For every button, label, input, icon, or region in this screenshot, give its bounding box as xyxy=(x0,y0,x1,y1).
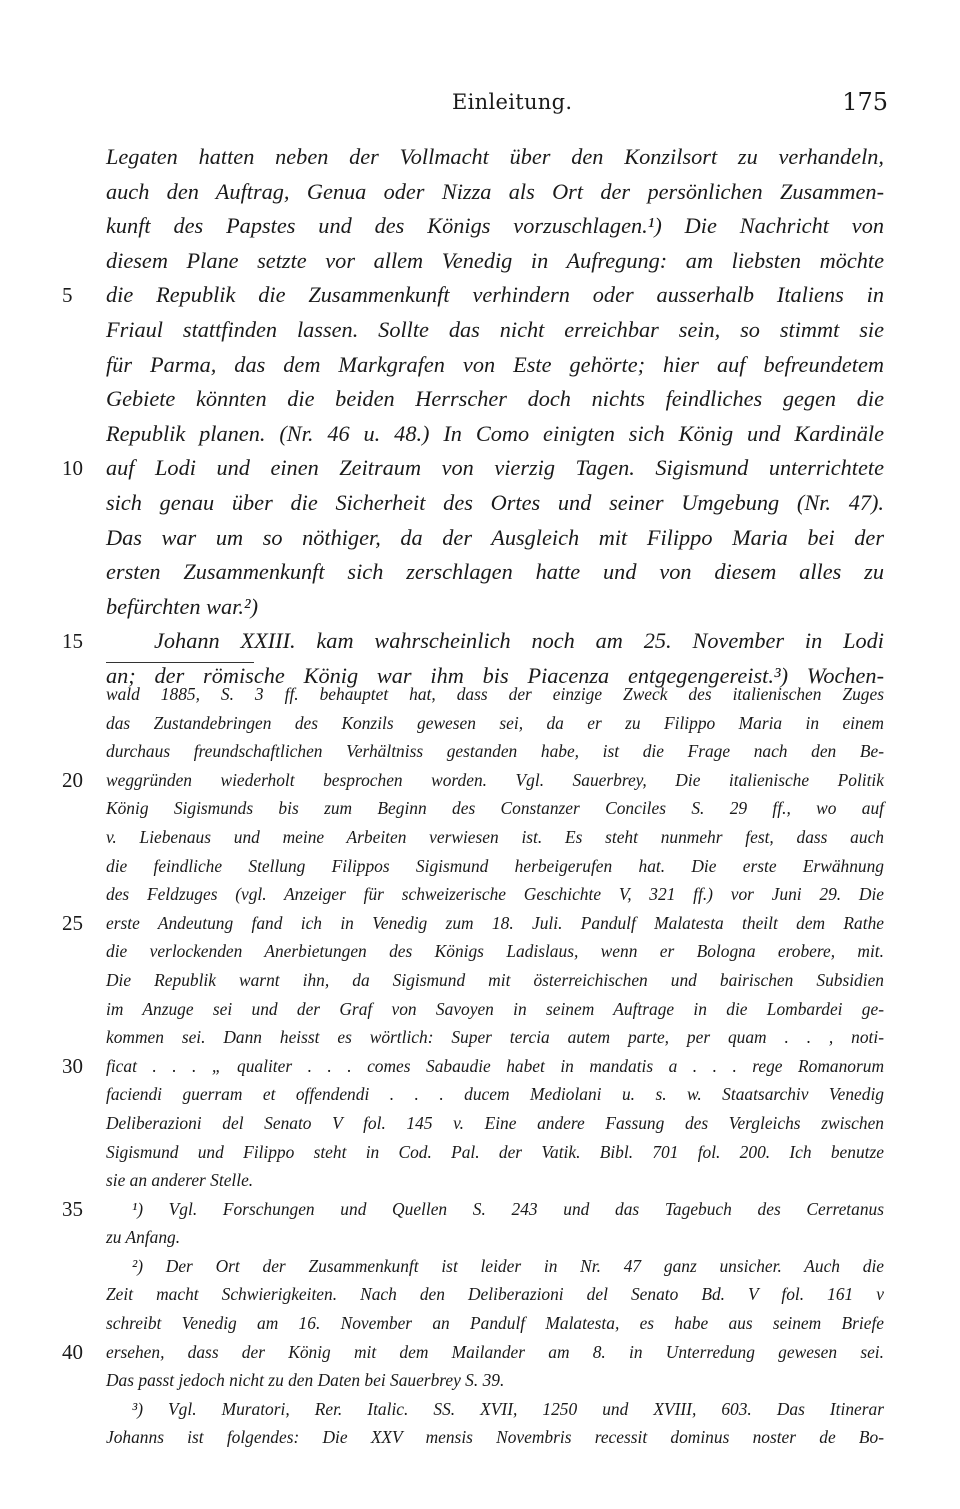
line-number: 5 xyxy=(62,283,73,308)
footnote-separator xyxy=(106,662,254,663)
footnote-line: König Sigismunds bis zum Beginn des Constanzer Conciles S. 29 ff., wo auf xyxy=(106,798,884,819)
text-line: Gebiete könnten die beiden Herrscher doch nichts feindliches gegen die xyxy=(106,386,884,412)
text-line: diesem Plane setzte vor allem Venedig in Aufregung: am liebsten möchte xyxy=(106,247,884,273)
footnote-line: Die Republik warnt ihn, da Sigismund mit österreichischen und bairischen Subsidien xyxy=(106,969,884,990)
line-number: 15 xyxy=(62,629,83,654)
footnote-line: das Zustandebringen des Konzils gewesen sei, da er zu Filippo Maria in einem xyxy=(106,712,884,733)
text-line: sich genau über die Sicherheit des Ortes und seiner Umgebung (Nr. 47). xyxy=(106,489,884,515)
page-number: 175 xyxy=(842,88,888,116)
line-number: 40 xyxy=(62,1339,83,1364)
text-line: auf Lodi und einen Zeitraum von vierzig Tagen. Sigismund unterrichtete xyxy=(106,455,884,481)
line-number: 10 xyxy=(62,456,83,481)
footnote-line: faciendi guerram et offendendi . . . ducem Mediolani u. s. w. Staatsarchiv Venedig xyxy=(106,1084,884,1105)
footnote-line: durchaus freundschaftlichen Verhältniss gestanden habe, ist die Frage nach den Be- xyxy=(106,741,884,762)
text-line: befürchten war.²) xyxy=(106,593,259,619)
footnote-line: ersehen, dass der König mit dem Mailander am 8. in Unterredung gewesen sei. xyxy=(106,1341,884,1362)
footnote-line-group xyxy=(62,766,884,795)
text-line: Friaul stattfinden lassen. Sollte das nicht erreichbar sein, so stimmt sie xyxy=(106,316,884,342)
text-line-group xyxy=(62,278,884,313)
footnote-line: des Feldzuges (vgl. Anzeiger für schweizerische Geschichte V, 321 ff.) vor Juni 29. Die xyxy=(106,884,884,905)
text-line: Legaten hatten neben der Vollmacht über den Konzilsort zu verhandeln, xyxy=(106,144,884,169)
text-line: kunft des Papstes und des Königs vorzuschlagen.¹) Die Nachricht von xyxy=(106,213,884,239)
footnote-line-group xyxy=(62,1195,884,1224)
footnote-line: die verlockenden Anerbietungen des Königs Ladislaus, wenn er Bologna erobere, mit. xyxy=(106,941,884,962)
footnote-line-group xyxy=(62,909,884,938)
text-line: ersten Zusammenkunft sich zerschlagen hatte und von diesem alles zu xyxy=(106,559,884,585)
footnote-line: ¹) Vgl. Forschungen und Quellen S. 243 und das Tagebuch des Cerretanus xyxy=(132,1198,884,1219)
text-line: für Parma, das dem Markgrafen von Este gehörte; hier auf befreundetem xyxy=(106,351,884,377)
main-text xyxy=(62,140,884,694)
text-line-group xyxy=(62,451,884,486)
footnote-line: Deliberazioni del Senato V fol. 145 v. Eine andere Fassung des Vergleichs zwischen xyxy=(106,1112,884,1133)
footnote-line: ²) Der Ort der Zusammenkunft ist leider in Nr. 47 ganz unsicher. Auch die xyxy=(132,1255,884,1276)
footnote-line: im Anzuge sei und der Graf von Savoyen in seinem Auftrage in die Lombardei ge- xyxy=(106,998,884,1019)
footnote-line: wald 1885, S. 3 ff. behauptet hat, dass der einzige Zweck des italienischen Zuges xyxy=(106,684,884,704)
page-header xyxy=(0,90,960,120)
footnote-line: Sigismund und Filippo steht in Cod. Pal. der Vatik. Bibl. 701 fol. 200. Ich benutze xyxy=(106,1141,884,1162)
line-number: 25 xyxy=(62,910,83,935)
footnote-line-group xyxy=(62,1338,884,1367)
text-line: auch den Auftrag, Genua oder Nizza als Ort der persönlichen Zusammen- xyxy=(106,178,884,204)
footnote-line: ³) Vgl. Muratori, Rer. Italic. SS. XVII, 1250 und XVIII, 603. Das Itinerar xyxy=(132,1398,884,1419)
line-number: 30 xyxy=(62,1053,83,1078)
text-line: Republik planen. (Nr. 46 u. 48.) In Como einigten sich König und Kardinäle xyxy=(106,420,884,446)
text-line-group xyxy=(62,624,884,659)
footnote-line: schreibt Venedig am 16. November an Pandulf Malatesta, es habe aus seinem Briefe xyxy=(106,1313,884,1334)
footnote-line: weggründen wiederholt besprochen worden. Vgl. Sauerbrey, Die italienische Politik xyxy=(106,769,884,790)
footnote-line: v. Liebenaus und meine Arbeiten verwiesen ist. Es steht nunmehr fest, dass auch xyxy=(106,826,884,847)
footnote-line-group xyxy=(62,1052,884,1081)
text-line: an; der römische König war ihm bis Piacenza entgegengereist.³) Wochen- xyxy=(106,662,884,688)
footnote-line: erste Andeutung fand ich in Venedig zum 18. Juli. Pandulf Malatesta theilt dem Rathe xyxy=(106,912,884,933)
running-title: Einleitung. xyxy=(452,90,573,114)
footnote-line: die feindliche Stellung Filippos Sigismund herbeigerufen hat. Die erste Erwähnung xyxy=(106,855,884,876)
footnotes xyxy=(62,680,884,1452)
text-line: die Republik die Zusammenkunft verhindern oder ausserhalb Italiens in xyxy=(106,282,884,308)
line-number: 35 xyxy=(62,1196,83,1221)
line-number: 20 xyxy=(62,767,83,792)
footnote-line: zu Anfang. xyxy=(106,1227,181,1248)
text-line: Johann XXIII. kam wahrscheinlich noch am 25. November in Lodi xyxy=(154,628,884,654)
footnote-line: Johanns ist folgendes: Die XXV mensis Novembris recessit dominus noster de Bo- xyxy=(106,1427,884,1448)
footnote-line: kommen sei. Dann heisst es wörtlich: Super tercia autem parte, per quam . . , noti- xyxy=(106,1027,884,1048)
footnote-line: Zeit macht Schwierigkeiten. Nach den Deliberazioni del Senato Bd. V fol. 161 v xyxy=(106,1284,884,1305)
footnote-line: sie an anderer Stelle. xyxy=(106,1170,254,1191)
text-line: Das war um so nöthiger, da der Ausgleich mit Filippo Maria bei der xyxy=(106,524,884,550)
footnote-line: Das passt jedoch nicht zu den Daten bei Sauerbrey S. 39. xyxy=(106,1370,505,1391)
footnote-line: ficat . . . „ qualiter . . . comes Sabaudie habet in mandatis a . . . rege Romanorum xyxy=(106,1055,884,1076)
